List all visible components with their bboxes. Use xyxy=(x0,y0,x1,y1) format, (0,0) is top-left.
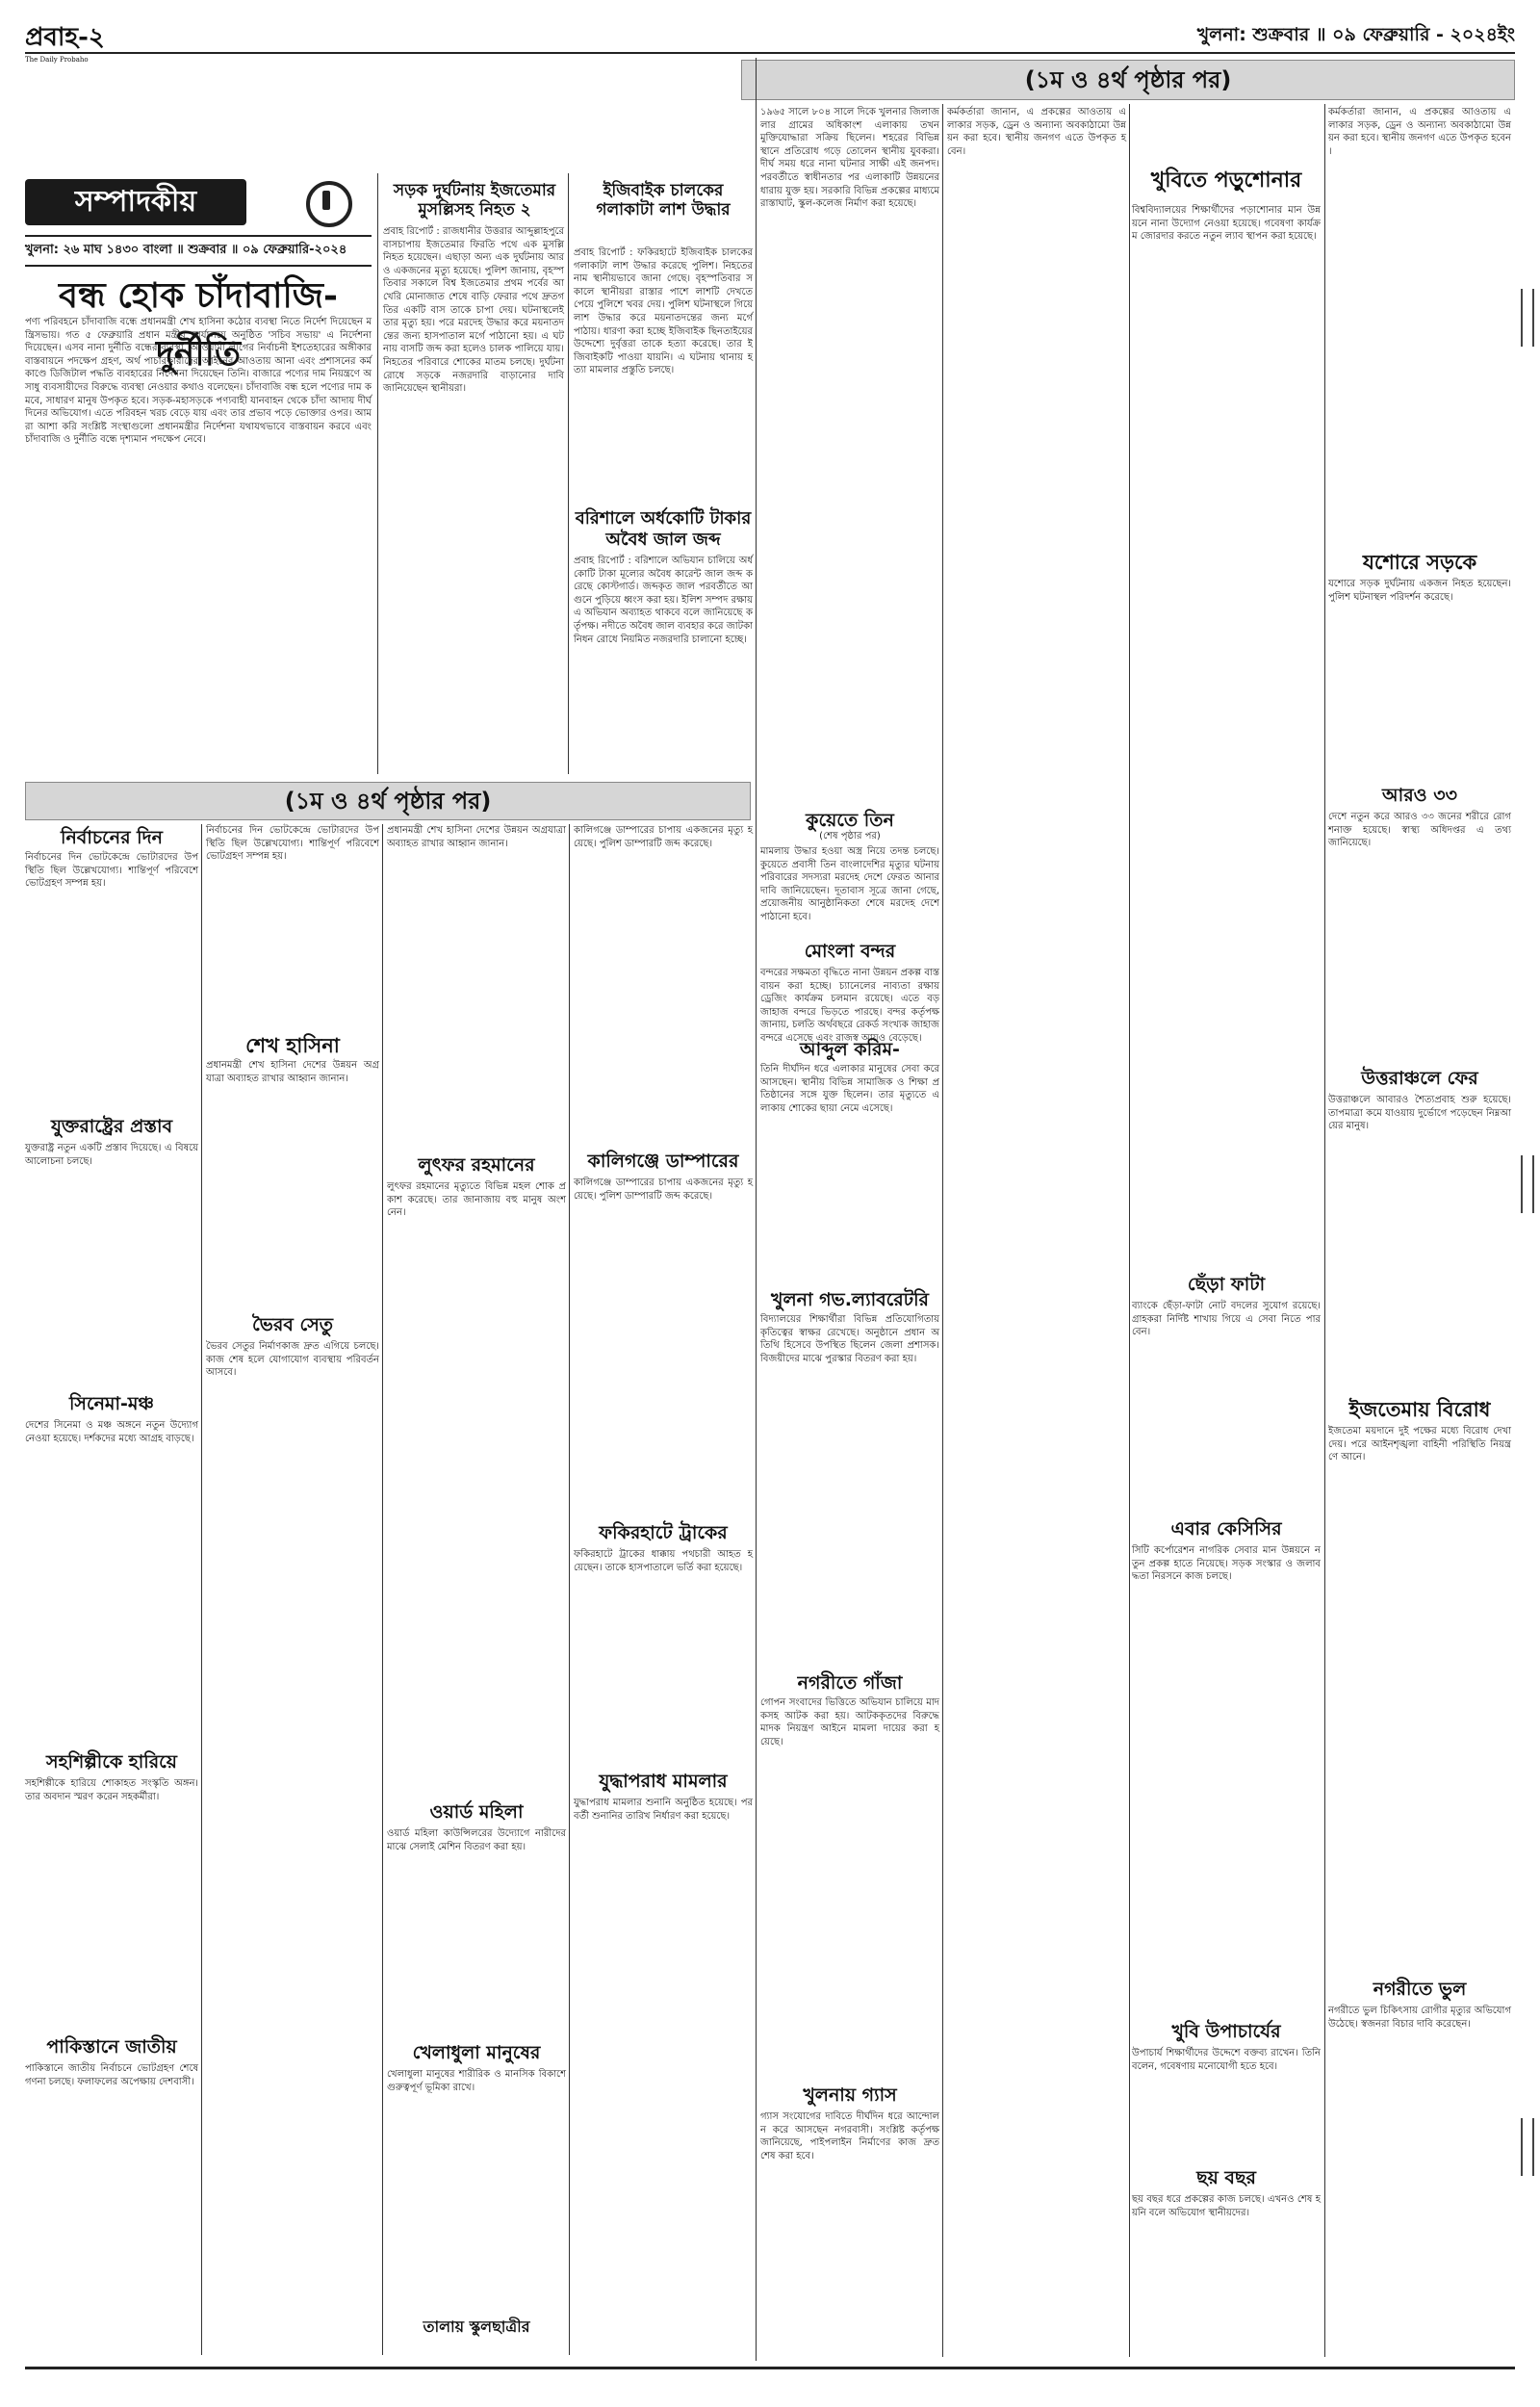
bhairab-bridge-body: ভৈরব সেতুর নির্মাণকাজ দ্রুত এগিয়ে চলছে। কাজ শেষ হলে যোগাযোগ ব্যবস্থায় পরিবর্তন আসবে। xyxy=(206,1341,379,1379)
sports-headline: খেলাধুলা মানুষের xyxy=(412,2042,541,2063)
city-ganja-headline: নগরীতে গাঁজা xyxy=(797,1672,903,1694)
mongla-body: বন্দরের সক্ষমতা বৃদ্ধিতে নানা উন্নয়ন প্রকল্প বাস্তবায়ন করা হচ্ছে। চ্যানেলের নাব্যতা রক্ষায় ড্রেজিং কার্যক্রম চলমান রয়েছে। এতে বড় জাহাজ বন্দরে ভিড়তে পারছে। বন্দর কর্তৃপক্ষ জানায়, চলতি অর্থবছরে রেকর্ড সংখ্যক জাহাজ বন্দরে এসেছে এবং রাজস্ব আয়ও বেড়েছে। xyxy=(760,968,939,1044)
newspaper-logo xyxy=(25,17,105,64)
election-day-headline: নির্বাচনের দিন xyxy=(61,827,163,848)
column-seven-top-body: কর্মকর্তারা জানান, এ প্রকল্পের আওতায় এলাকার সড়ক, ড্রেন ও অন্যান্য অবকাঠামো উন্নয়ন করা হবে। স্থানীয় জনগণ এতে উপকৃত হবেন। xyxy=(1328,107,1511,157)
road-accident-body: প্রবাহ রিপোর্ট : রাজধানীর উত্তরার আব্দুল্লাহপুরে বাসচাপায় ইজতেমার ফিরতি পথে এক মুসল্লি নিহত হয়েছেন। এছাড়া অন্য এক দুর্ঘটনায় আরও একজনের মৃত্যু হয়েছে। পুলিশ জানায়, বৃহস্পতিবার সকালে বিশ্ব ইজতেমার প্রথম পর্বের আখেরি মোনাজাত শেষে বাড়ি ফেরার পথে দ্রুতগতির একটি বাস তাকে চাপা দেয়। ঘটনাস্থলেই তার মৃত্যু হয়। পরে মরদেহ উদ্ধার করে ময়নাতদন্তের জন্য হাসপাতাল মর্গে পাঠানো হয়। এ ঘটনায় বাসটি জব্দ করা হলেও চালক পালিয়ে যায়। নিহতের পরিবারে শোকের মাতম চলছে। দুর্ঘটনা রোধে সড়কে নজরদারি বাড়ানোর দাবি জানিয়েছেন স্থানীয়রা। xyxy=(383,226,564,395)
crop-mark xyxy=(1521,1155,1534,1213)
abdul-karim-headline: আব্দুল করিম- xyxy=(800,1039,900,1060)
khulna-gas-body: গ্যাস সংযোগের দাবিতে দীর্ঘদিন ধরে আন্দোলন করে আসছেন নগরবাসী। সংশ্লিষ্ট কর্তৃপক্ষ জানিয়েছে, পাইপলাইন নির্মাণের কাজ দ্রুত শেষ করা হবে। xyxy=(760,2111,939,2161)
column-rule xyxy=(1129,104,1130,2357)
column-rule xyxy=(756,58,757,2361)
north-again-body: উত্তরাঞ্চলে আবারও শৈত্যপ্রবাহ শুরু হয়েছে। তাপমাত্রা কমে যাওয়ায় দুর্ভোগে পড়েছেন নিম্নআয়ের মানুষ। xyxy=(1328,1095,1511,1132)
us-proposal-body: যুক্তরাষ্ট্র নতুন একটি প্রস্তাব দিয়েছে। এ বিষয়ে আলোচনা চলছে। xyxy=(25,1143,198,1167)
footer-rule xyxy=(25,2367,1515,2369)
kaliganj-headline: কালিগঞ্জে ডাম্পারের xyxy=(587,1151,739,1172)
sheikh-hasina-body: প্রধানমন্ত্রী শেখ হাসিনা দেশের উন্নয়ন অগ্রযাত্রা অব্যাহত রাখার আহ্বান জানান। xyxy=(206,1060,379,1084)
war-crime-headline: যুদ্ধাপরাধ মামলার xyxy=(599,1771,728,1792)
jessore-road-headline: যশোরে সড়কে xyxy=(1362,551,1477,574)
column-rule xyxy=(1324,104,1325,2357)
ward-women-body: ওয়ার্ড মহিলা কাউন্সিলরের উদ্যোগে নারীদের মাঝে সেলাই মেশিন বিতরণ করা হয়। xyxy=(387,1828,566,1852)
torn-notes-body: ব্যাংকে ছেঁড়া-ফাটা নোট বদলের সুযোগ রয়েছে। গ্রাহকরা নির্দিষ্ট শাখায় গিয়ে এ সেবা নিতে পারবেন। xyxy=(1132,1301,1321,1338)
lutfar-body: লুৎফর রহমানের মৃত্যুতে বিভিন্ন মহল শোক প্রকাশ করেছে। তার জানাজায় বহু মানুষ অংশ নেন। xyxy=(387,1181,566,1219)
crop-mark xyxy=(1521,289,1534,347)
north-again-headline: উত্তরাঞ্চলে ফের xyxy=(1361,1068,1478,1089)
kcc-headline: এবার কেসিসির xyxy=(1170,1518,1282,1540)
masthead xyxy=(25,17,1515,64)
ward-women-headline: ওয়ার্ড মহিলা xyxy=(429,1801,524,1823)
column-four-body: ১৯৬৫ সালে ৮০৪ সালে দিকে খুলনার জিলাজলার গ্রামের অধিকাংশ এলাকায় তখন মুক্তিযোদ্ধারা সক্রিয় ছিলেন। শহরের বিভিন্ন স্থানে প্রতিরোধ গড়ে তোলেন স্থানীয় যুবকরা। দীর্ঘ সময় ধরে নানা ঘটনার সাক্ষী এই জনপদ। পরবর্তীতে স্বাধীনতার পর এলাকাটি উন্নয়নের ধারায় যুক্ত হয়। সরকারি বিভিন্ন প্রকল্পের মাধ্যমে রাস্তাঘাট, স্কুল-কলেজ নির্মাণ করা হয়েছে। xyxy=(760,107,939,210)
ku-vc-body: উপাচার্য শিক্ষার্থীদের উদ্দেশে বক্তব্য রাখেন। তিনি বলেন, গবেষণায় মনোযোগী হতে হবে। xyxy=(1132,2048,1321,2072)
logo-text: প্রবাহ-২ xyxy=(25,23,105,52)
logo-subtitle: The Daily Probaho xyxy=(25,56,89,64)
cinema-stage-headline: সিনেমা-মঞ্চ xyxy=(68,1393,155,1414)
more-33-headline: আরও ৩৩ xyxy=(1382,785,1457,806)
continuation-banner-top: (১ম ও ৪র্থ পৃষ্ঠার পর) xyxy=(741,60,1515,100)
pakistan-headline: পাকিস্তানে জাতীয় xyxy=(46,2036,177,2058)
sports-body: খেলাধুলা মানুষের শারীরিক ও মানসিক বিকাশে গুরুত্বপূর্ণ ভূমিকা রাখে। xyxy=(387,2069,566,2093)
war-crime-body: যুদ্ধাপরাধ মামলার শুনানি অনুষ্ঠিত হয়েছে। পরবর্তী শুনানির তারিখ নির্ধারণ করা হয়েছে। xyxy=(574,1798,753,1822)
abdul-karim-body: তিনি দীর্ঘদিন ধরে এলাকার মানুষের সেবা করে আসছেন। স্থানীয় বিভিন্ন সামাজিক ও শিক্ষা প্রতিষ্ঠানের সঙ্গে যুক্ত ছিলেন। তার মৃত্যুতে এলাকায় শোকের ছায়া নেমে এসেছে। xyxy=(760,1064,939,1114)
us-proposal-headline: যুক্তরাষ্ট্রের প্রস্তাব xyxy=(50,1116,173,1137)
column-rule xyxy=(569,824,570,2355)
column-rule xyxy=(942,104,943,2357)
mongla-headline: মোংলা বন্দর xyxy=(804,941,896,962)
column-two-lower-body: নির্বাচনের দিন ভোটকেন্দ্রে ভোটারদের উপস্থিতি ছিল উল্লেখযোগ্য। শান্তিপূর্ণ পরিবেশে ভোটগ্রহণ সম্পন্ন হয়। xyxy=(206,825,379,863)
barishal-headline: বরিশালে অর্ধকোটি টাকার অবৈধ জাল জব্দ xyxy=(575,508,752,550)
column-rule xyxy=(382,824,383,2355)
khulna-lab-headline: খুলনা গভ.ল্যাবরেটরি xyxy=(770,1289,929,1310)
tala-student-headline: তালায় স্কুলছাত্রীর xyxy=(423,2317,530,2336)
co-artist-headline: সহশিল্পীকে হারিয়ে xyxy=(46,1751,177,1773)
column-four-lower-body: কালিগঞ্জে ডাম্পারের চাপায় একজনের মৃত্যু হয়েছে। পুলিশ ডাম্পারটি জব্দ করেছে। xyxy=(574,825,753,849)
editorial-date: খুলনা: ২৬ মাঘ ১৪৩০ বাংলা ॥ শুক্রবার ॥ ০৯ ফেব্রুয়ারি-২০২৪ xyxy=(25,235,372,267)
bhairab-bridge-headline: ভৈরব সেতু xyxy=(252,1314,333,1335)
fakirhat-truck-headline: ফকিরহাটে ট্রাকের xyxy=(599,1522,728,1543)
crop-mark xyxy=(1521,2118,1534,2176)
column-rule xyxy=(568,173,569,774)
kcc-body: সিটি কর্পোরেশন নাগরিক সেবার মান উন্নয়নে নতুন প্রকল্প হাতে নিয়েছে। সড়ক সংস্কার ও জলাবদ্ধতা নিরসনে কাজ চলছে। xyxy=(1132,1545,1321,1583)
ijtema-dispute-body: ইজতেমা ময়দানে দুই পক্ষের মধ্যে বিরোধ দেখা দেয়। পরে আইনশৃঙ্খলা বাহিনী পরিস্থিতি নিয়ন্ত্রণে আনে। xyxy=(1328,1426,1511,1463)
ku-study-headline: খুবিতে পড়ুশোনার xyxy=(1150,168,1302,193)
more-33-body: দেশে নতুন করে আরও ৩৩ জনের শরীরে রোগ শনাক্ত হয়েছে। স্বাস্থ্য অধিদপ্তর এ তথ্য জানিয়েছে। xyxy=(1328,812,1511,849)
fakirhat-truck-body: ফকিরহাটে ট্রাকের ধাক্কায় পথচারী আহত হয়েছেন। তাকে হাসপাতালে ভর্তি করা হয়েছে। xyxy=(574,1549,753,1573)
co-artist-body: সহশিল্পীকে হারিয়ে শোকাহত সংস্কৃতি অঙ্গন। তার অবদান স্মরণ করেন সহকর্মীরা। xyxy=(25,1778,198,1802)
page-dateline: খুলনা: শুক্রবার ॥ ০৯ ফেব্রুয়ারি - ২০২৪ইং xyxy=(1196,24,1515,45)
easybike-headline: ইজিবাইক চালকের গলাকাটা লাশ উদ্ধার xyxy=(596,181,731,220)
khulna-lab-body: বিদ্যালয়ের শিক্ষার্থীরা বিভিন্ন প্রতিযোগিতায় কৃতিত্বের স্বাক্ষর রেখেছে। অনুষ্ঠানে প্রধান অতিথি হিসেবে উপস্থিত ছিলেন জেলা প্রশাসক। বিজয়ীদের মাঝে পুরস্কার বিতরণ করা হয়। xyxy=(760,1314,939,1364)
six-years-body: ছয় বছর ধরে প্রকল্পের কাজ চলছে। এখনও শেষ হয়নি বলে অভিযোগ স্থানীয়দের। xyxy=(1132,2194,1321,2218)
city-wrong-headline: নগরীতে ভুল xyxy=(1373,1979,1467,2000)
road-accident-headline: সড়ক দুর্ঘটনায় ইজতেমার মুসল্লিসহ নিহত ২ xyxy=(393,181,556,220)
six-years-headline: ছয় বছর xyxy=(1196,2167,1256,2188)
editorial-label: সম্পাদকীয় xyxy=(25,179,246,225)
ijtema-dispute-headline: ইজতেমায় বিরোধ xyxy=(1348,1398,1491,1421)
sheikh-hasina-headline: শেখ হাসিনা xyxy=(245,1034,340,1057)
jessore-road-body: যশোরে সড়ক দুর্ঘটনায় একজন নিহত হয়েছেন। পুলিশ ঘটনাস্থল পরিদর্শন করেছে। xyxy=(1328,579,1511,603)
city-ganja-body: গোপন সংবাদের ভিত্তিতে অভিযান চালিয়ে মাদকসহ আটক করা হয়। আটককৃতদের বিরুদ্ধে মাদক নিয়ন্ত্রণ আইনে মামলা দায়ের করা হয়েছে। xyxy=(760,1697,939,1747)
kaliganj-body: কালিগঞ্জে ডাম্পারের চাপায় একজনের মৃত্যু হয়েছে। পুলিশ ডাম্পারটি জব্দ করেছে। xyxy=(574,1178,753,1202)
election-day-body: নির্বাচনের দিন ভোটকেন্দ্রে ভোটারদের উপস্থিতি ছিল উল্লেখযোগ্য। শান্তিপূর্ণ পরিবেশে ভোটগ্রহণ সম্পন্ন হয়। xyxy=(25,852,198,890)
pakistan-body: পাকিস্তানে জাতীয় নির্বাচনে ভোটগ্রহণ শেষে গণনা চলছে। ফলাফলের অপেক্ষায় দেশবাসী। xyxy=(25,2063,198,2087)
kuwait-ref: (শেষ পৃষ্ঠার পর) xyxy=(819,831,881,841)
ku-vc-headline: খুবি উপাচার্যের xyxy=(1171,2021,1281,2042)
column-rule xyxy=(201,824,202,2355)
column-three-lower-body: প্রধানমন্ত্রী শেখ হাসিনা দেশের উন্নয়ন অগ্রযাত্রা অব্যাহত রাখার আহ্বান জানান। xyxy=(387,825,566,849)
column-rule xyxy=(377,173,378,774)
continuation-banner-mid: (১ম ও ৪র্থ পৃষ্ঠার পর) xyxy=(25,782,751,820)
column-five-body: কর্মকর্তারা জানান, এ প্রকল্পের আওতায় এলাকার সড়ক, ড্রেন ও অন্যান্য অবকাঠামো উন্নয়ন করা হবে। স্থানীয় জনগণ এতে উপকৃত হবেন। xyxy=(947,107,1126,157)
barishal-body: প্রবাহ রিপোর্ট : বরিশালে অভিযান চালিয়ে অর্ধকোটি টাকা মূল্যের অবৈধ কারেন্ট জাল জব্দ করেছে কোস্টগার্ড। জব্দকৃত জাল পরবর্তীতে আগুনে পুড়িয়ে ধ্বংস করা হয়। ইলিশ সম্পদ রক্ষায় এ অভিযান অব্যাহত থাকবে বলে জানিয়েছে কর্তৃপক্ষ। নদীতে অবৈধ জাল ব্যবহার করে জাটকা নিধন রোধে নিয়মিত নজরদারি চালানো হচ্ছে। xyxy=(574,556,753,645)
kuwait-body: মামলায় উদ্ধার হওয়া অস্ত্র নিয়ে তদন্ত চলছে। কুয়েতে প্রবাসী তিন বাংলাদেশির মৃত্যুর ঘটনায় পরিবারের সদস্যরা মরদেহ দেশে ফেরত আনার দাবি জানিয়েছেন। দূতাবাস সূত্রে জানা গেছে, প্রয়োজনীয় আনুষ্ঠানিকতা শেষে মরদেহ দেশে পাঠানো হবে। xyxy=(760,846,939,922)
pen-nib-icon xyxy=(306,181,352,227)
easybike-body: প্রবাহ রিপোর্ট : ফকিরহাটে ইজিবাইক চালকের গলাকাটা লাশ উদ্ধার করেছে পুলিশ। নিহতের নাম স্থানীয়ভাবে জানা গেছে। বৃহস্পতিবার সকালে স্থানীয়রা রাস্তার পাশে লাশটি দেখতে পেয়ে পুলিশে খবর দেয়। পুলিশ ঘটনাস্থলে গিয়ে লাশ উদ্ধার করে ময়নাতদন্তের জন্য মর্গে পাঠায়। ধারণা করা হচ্ছে ইজিবাইক ছিনতাইয়ের উদ্দেশ্যে দুর্বৃত্তরা তাকে হত্যা করেছে। তার ইজিবাইকটি পাওয়া যায়নি। এ ঘটনায় থানায় হত্যা মামলার প্রস্তুতি চলছে। xyxy=(574,247,753,376)
editorial-title: বন্ধ হোক চাঁদাবাজি-দুর্নীতি xyxy=(59,275,338,374)
lutfar-headline: লুৎফর রহমানের xyxy=(418,1154,535,1176)
city-wrong-body: নগরীতে ভুল চিকিৎসায় রোগীর মৃত্যুর অভিযোগ উঠেছে। স্বজনরা বিচার দাবি করেছেন। xyxy=(1328,2006,1511,2030)
kuwait-headline: কুয়েতে তিন xyxy=(806,810,894,831)
khulna-gas-headline: খুলনায় গ্যাস xyxy=(803,2084,897,2106)
cinema-stage-body: দেশের সিনেমা ও মঞ্চ অঙ্গনে নতুন উদ্যোগ নেওয়া হয়েছে। দর্শকদের মধ্যে আগ্রহ বাড়ছে। xyxy=(25,1420,198,1444)
torn-notes-headline: ছেঁড়া ফাটা xyxy=(1187,1274,1266,1295)
ku-study-body: বিশ্ববিদ্যালয়ের শিক্ষার্থীদের পড়াশোনার মান উন্নয়নে নানা উদ্যোগ নেওয়া হয়েছে। গবেষণা কার্যক্রম জোরদার করতে নতুন ল্যাব স্থাপন করা হয়েছে। xyxy=(1132,205,1321,243)
editorial-body: পণ্য পরিবহনে চাঁদাবাজি বন্ধে প্রধানমন্ত্রী শেখ হাসিনা কঠোর ব্যবস্থা নিতে নির্দেশ দিয়েছেন মন্ত্রিসভায়। গত ৫ ফেব্রুয়ারি প্রধান মন্ত্রীর কার্যালয়ে অনুষ্ঠিত 'সচিব সভায়' এ নির্দেশনা দিয়েছেন। এসব নানা দুর্নীতি বন্ধের ব্যবস্থা, আওয়ামী লীগের নির্বাচনী ইশতেহারের অঙ্গীকার বাস্তবায়নে পদক্ষেপ গ্রহণ, অর্থ পাচারকারীদের আইনের আওতায় আনা এবং প্রশাসনের কর্মকাণ্ডে ডিজিটাল পদ্ধতি ব্যবহারের নির্দেশনা দিয়েছেন তিনি। বাজারে পণ্যের দাম নিয়ন্ত্রণে অসাধু ব্যবসায়ীদের বিরুদ্ধে ব্যবস্থা নেওয়ার কথাও বলেছেন। চাঁদাবাজি বন্ধ হলে পণ্যের দাম কমবে, সাধারণ মানুষ উপকৃত হবে। সড়ক-মহাসড়কে পণ্যবাহী যানবাহন থেকে চাঁদা আদায় দীর্ঘদিনের অভিযোগ। এতে পরিবহন খরচ বেড়ে যায় এবং তার প্রভাব পড়ে ভোক্তার ওপর। আমরা আশা করি সংশ্লিষ্ট সংস্থাগুলো প্রধানমন্ত্রীর নির্দেশনা যথাযথভাবে বাস্তবায়ন করবে এবং চাঁদাবাজি ও দুর্নীতি বন্ধে দৃশ্যমান পদক্ষেপ নেবে। xyxy=(25,317,372,446)
